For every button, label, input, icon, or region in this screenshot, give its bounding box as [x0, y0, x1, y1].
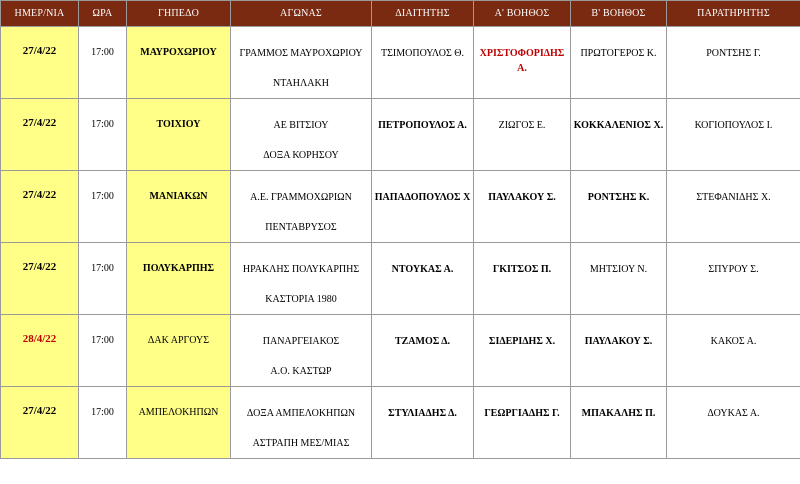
- table-row: [1, 387, 800, 459]
- time-cell: 17:00: [79, 27, 127, 99]
- header-referee: ΔΙΑΙΤΗΤΗΣ: [372, 1, 474, 27]
- assistant1-cell: ΠΑΥΛΑΚΟΥ Σ.: [474, 171, 571, 243]
- assistant1-cell: ΓΚΙΤΣΟΣ Π.: [474, 243, 571, 315]
- away-team: ΠΕΝΤΑΒΡΥΣΟΣ: [265, 222, 337, 233]
- assistant2-cell: ΚΟΚΚΑΛΕΝΙΟΣ Χ.: [571, 99, 667, 171]
- observer-cell: ΔΟΥΚΑΣ Α.: [667, 387, 800, 459]
- match-cell: [231, 171, 372, 243]
- assistant1-cell: ΓΕΩΡΓΙΑΔΗΣ Γ.: [474, 387, 571, 459]
- table-row: [1, 315, 800, 387]
- observer-cell: ΡΟΝΤΣΗΣ Γ.: [667, 27, 800, 99]
- assistant2-cell: ΠΑΥΛΑΚΟΥ Σ.: [571, 315, 667, 387]
- observer-cell: ΣΠΥΡΟΥ Σ.: [667, 243, 800, 315]
- date-cell: 27/4/22: [1, 99, 79, 171]
- assistant1-cell: ΣΙΔΕΡΙΔΗΣ Χ.: [474, 315, 571, 387]
- observer-cell: ΣΤΕΦΑΝΙΔΗΣ Χ.: [667, 171, 800, 243]
- header-date: ΗΜΕΡ/ΝΙΑ: [1, 1, 79, 27]
- table-row: [1, 27, 800, 99]
- date-cell: 27/4/22: [1, 171, 79, 243]
- table-row: [1, 99, 800, 171]
- match-cell: [231, 387, 372, 459]
- header-assistant2: Β' ΒΟΗΘΟΣ: [571, 1, 667, 27]
- home-team: ΓΡΑΜΜΟΣ ΜΑΥΡΟΧΩΡΙΟΥ: [239, 48, 363, 59]
- home-team: Α.Ε. ΓΡΑΜΜΟΧΩΡΙΩΝ: [250, 192, 352, 203]
- referee-cell: ΤΖΑΜΟΣ Δ.: [372, 315, 474, 387]
- time-cell: 17:00: [79, 315, 127, 387]
- time-cell: 17:00: [79, 387, 127, 459]
- referee-cell: ΝΤΟΥΚΑΣ Α.: [372, 243, 474, 315]
- home-team: ΔΟΞΑ ΑΜΠΕΛΟΚΗΠΩΝ: [246, 408, 356, 419]
- away-team: ΔΟΞΑ ΚΟΡΗΣΟΥ: [263, 150, 339, 161]
- table-row: [1, 243, 800, 315]
- assistant2-cell: ΜΠΑΚΑΛΗΣ Π.: [571, 387, 667, 459]
- match-cell: [231, 99, 372, 171]
- venue-cell: ΜΑΥΡΟΧΩΡΙΟΥ: [127, 27, 231, 99]
- header-row: [1, 1, 800, 27]
- time-cell: 17:00: [79, 243, 127, 315]
- match-cell: [231, 315, 372, 387]
- observer-cell: ΚΑΚΟΣ Α.: [667, 315, 800, 387]
- time-cell: 17:00: [79, 171, 127, 243]
- assistant2-cell: ΠΡΩΤΟΓΕΡΟΣ Κ.: [571, 27, 667, 99]
- table-row: [1, 171, 800, 243]
- away-team: ΚΑΣΤΟΡΙΑ 1980: [265, 294, 337, 305]
- time-cell: 17:00: [79, 99, 127, 171]
- venue-cell: ΔΑΚ ΑΡΓΟΥΣ: [127, 315, 231, 387]
- away-team: ΑΣΤΡΑΠΗ ΜΕΣ/ΜΙΑΣ: [252, 438, 350, 449]
- venue-cell: ΤΟΙΧΙΟΥ: [127, 99, 231, 171]
- date-cell: 27/4/22: [1, 387, 79, 459]
- home-team: ΗΡΑΚΛΗΣ ΠΟΛΥΚΑΡΠΗΣ: [242, 264, 360, 275]
- assistant1-cell: ΖΙΩΓΟΣ Ε.: [474, 99, 571, 171]
- venue-cell: ΜΑΝΙΑΚΩΝ: [127, 171, 231, 243]
- venue-cell: ΠΟΛΥΚΑΡΠΗΣ: [127, 243, 231, 315]
- match-cell: [231, 27, 372, 99]
- assistant2-cell: ΜΗΤΣΙΟΥ Ν.: [571, 243, 667, 315]
- referee-cell: ΤΣΙΜΟΠΟΥΛΟΣ Θ.: [372, 27, 474, 99]
- date-cell: 28/4/22: [1, 315, 79, 387]
- header-venue: ΓΗΠΕΔΟ: [127, 1, 231, 27]
- assistant2-cell: ΡΟΝΤΣΗΣ Κ.: [571, 171, 667, 243]
- referee-cell: ΣΤΥΛΙΑΔΗΣ Δ.: [372, 387, 474, 459]
- home-team: ΑΕ ΒΙΤΣΙΟΥ: [273, 120, 329, 131]
- match-cell: [231, 243, 372, 315]
- date-cell: 27/4/22: [1, 243, 79, 315]
- observer-cell: ΚΟΓΙΟΠΟΥΛΟΣ Ι.: [667, 99, 800, 171]
- referee-cell: ΠΕΤΡΟΠΟΥΛΟΣ Α.: [372, 99, 474, 171]
- away-team: ΝΤΑΗΛΑΚΗ: [273, 78, 329, 89]
- header-match: ΑΓΩΝΑΣ: [231, 1, 372, 27]
- away-team: Α.Ο. ΚΑΣΤΩΡ: [270, 366, 332, 377]
- date-cell: 27/4/22: [1, 27, 79, 99]
- header-time: ΩΡΑ: [79, 1, 127, 27]
- assistant1-cell: ΧΡΙΣΤΟΦΟΡΙΔΗΣ Α.: [474, 27, 571, 99]
- venue-cell: ΑΜΠΕΛΟΚΗΠΩΝ: [127, 387, 231, 459]
- header-observer: ΠΑΡΑΤΗΡΗΤΗΣ: [667, 1, 800, 27]
- home-team: ΠΑΝΑΡΓΕΙΑΚΟΣ: [262, 336, 340, 347]
- referee-cell: ΠΑΠΑΔΟΠΟΥΛΟΣ Χ: [372, 171, 474, 243]
- header-assistant1: Α' ΒΟΗΘΟΣ: [474, 1, 571, 27]
